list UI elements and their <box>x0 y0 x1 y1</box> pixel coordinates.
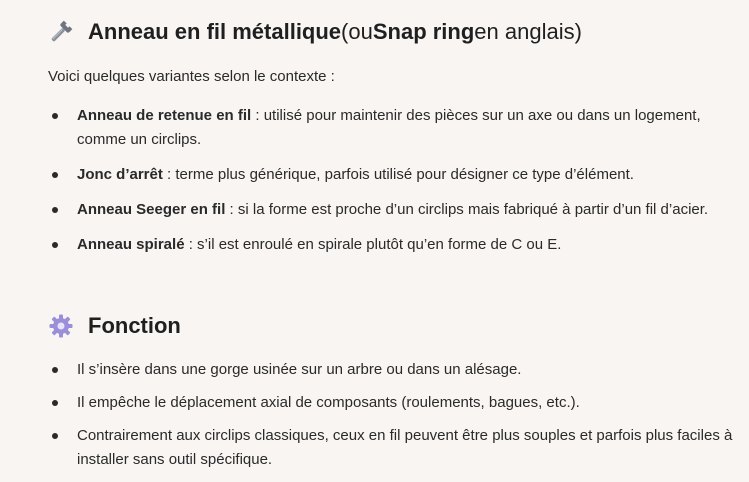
bullet <box>52 207 58 213</box>
gear-icon <box>48 313 74 339</box>
item-term: Anneau spiralé <box>77 236 185 253</box>
heading-text-end: en anglais) <box>474 19 582 44</box>
function-list <box>48 358 738 481</box>
section-heading-snap-ring <box>48 18 582 46</box>
intro-paragraph: Voici quelques variantes selon le contexte : <box>48 68 335 85</box>
item-desc: : terme plus générique, parfois utilisé pour désigner ce type d’élément. <box>162 166 634 183</box>
item-desc: : si la forme est proche d’un circlips mais fabriqué à partir d’un fil d’acier. <box>225 201 709 218</box>
item-text: Contrairement aux circlips classiques, ceux en fil peuvent être plus souples et parfois plus faciles à installer sans outil spécifique. <box>77 427 733 468</box>
list-item <box>48 358 738 382</box>
bullet <box>52 367 58 373</box>
item-text: Il empêche le déplacement axial de composants (roulements, bagues, etc.). <box>77 394 580 411</box>
list-item <box>48 104 738 152</box>
item-text: Il s’insère dans une gorge usinée sur un arbre ou dans un alésage. <box>77 361 522 378</box>
wrench-icon <box>48 19 74 45</box>
list-item <box>48 233 738 257</box>
item-term: Jonc d’arrêt <box>77 166 163 183</box>
list-item <box>48 424 738 472</box>
heading-term-en: Snap ring <box>372 19 475 44</box>
section-heading-fonction <box>48 312 181 340</box>
list-item <box>48 391 738 415</box>
list-item <box>48 198 738 222</box>
bullet <box>52 433 58 439</box>
bullet <box>52 242 58 248</box>
item-term: Anneau de retenue en fil <box>77 107 252 124</box>
variants-list <box>48 104 738 268</box>
heading-text: (ou <box>341 19 373 44</box>
item-desc: : utilisé pour maintenir des pièces sur un axe ou dans un logement, comme un circlips. <box>77 107 701 148</box>
heading-term: Anneau en fil métallique <box>88 19 342 44</box>
bullet <box>52 172 58 178</box>
item-desc: : s’il est enroulé en spirale plutôt qu’en forme de C ou E. <box>184 236 562 253</box>
bullet <box>52 113 58 119</box>
item-term: Anneau Seeger en fil <box>77 201 226 218</box>
heading-title: Fonction <box>88 313 181 338</box>
list-item <box>48 163 738 187</box>
bullet <box>52 400 58 406</box>
